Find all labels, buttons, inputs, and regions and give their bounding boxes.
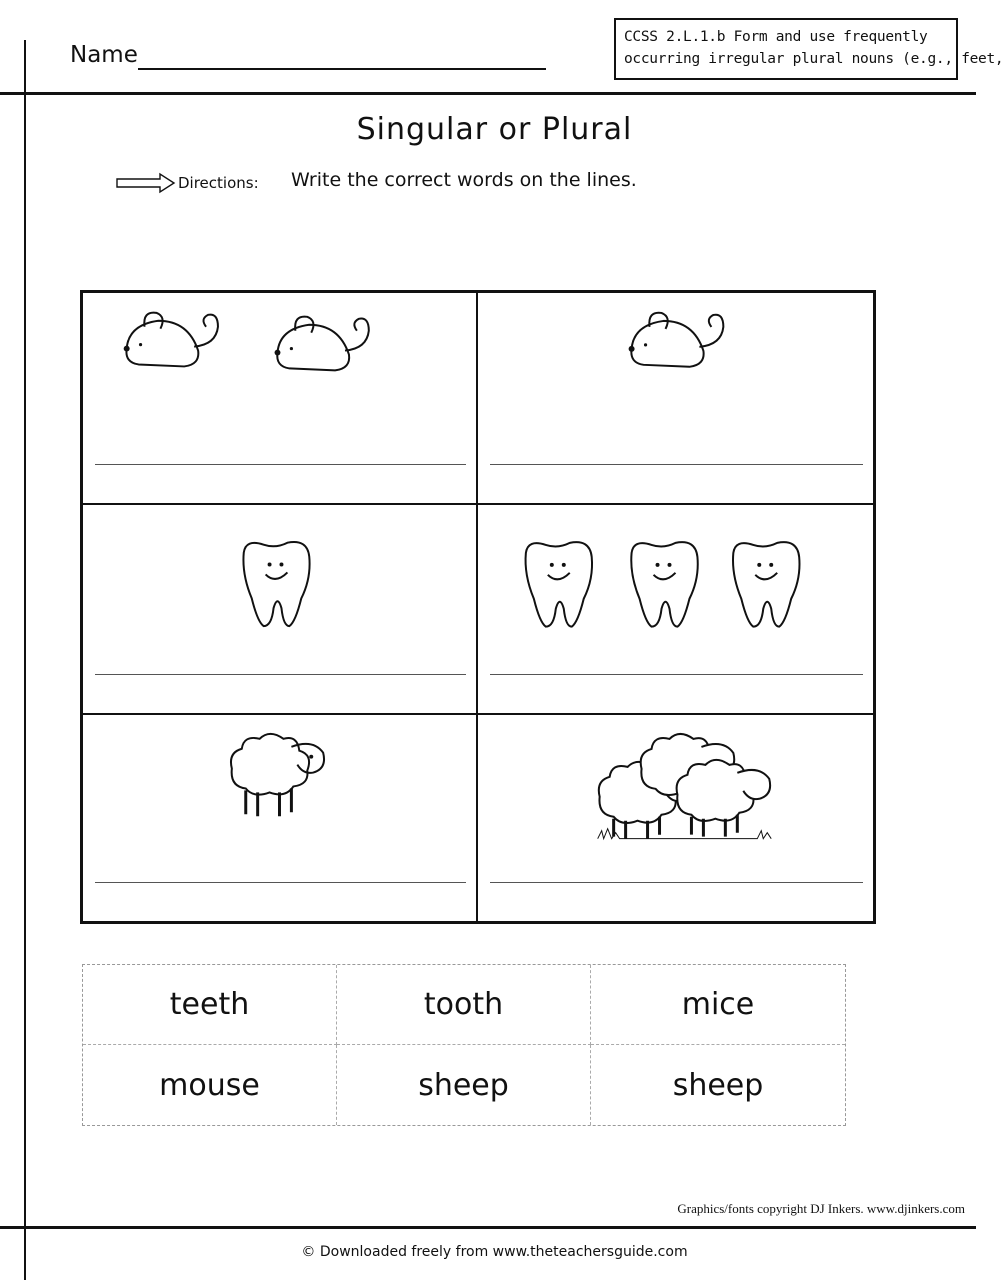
tooth-icon bbox=[733, 542, 799, 627]
standard-line-1: CCSS 2.L.1.b Form and use frequently bbox=[624, 29, 928, 45]
name-write-line bbox=[138, 68, 546, 70]
mouse-icon bbox=[275, 317, 369, 371]
download-credit: © Downloaded freely from www.theteachersguide.com bbox=[301, 1244, 688, 1260]
word-bank-item: sheep bbox=[337, 1045, 591, 1125]
answer-line bbox=[95, 674, 466, 675]
tooth-icon bbox=[631, 542, 697, 627]
name-label: Name bbox=[70, 42, 138, 68]
word-bank-item: mouse bbox=[83, 1045, 337, 1125]
answer-grid bbox=[80, 290, 876, 924]
word-bank-item: sheep bbox=[672, 1067, 764, 1103]
cell-mouse bbox=[478, 293, 873, 505]
cell-mice bbox=[83, 293, 478, 505]
tooth-pictures bbox=[478, 505, 873, 655]
left-margin-line bbox=[24, 40, 26, 1280]
footer-divider bbox=[0, 1226, 976, 1229]
mouse-pictures bbox=[478, 293, 873, 443]
directions-text: Write the correct words on the lines. bbox=[291, 169, 637, 191]
mouse-pictures bbox=[83, 293, 476, 442]
mouse-icon bbox=[629, 313, 724, 367]
answer-line bbox=[490, 464, 863, 465]
header-divider bbox=[0, 92, 976, 95]
page-title: Singular or Plural bbox=[356, 112, 633, 147]
answer-line bbox=[95, 882, 466, 883]
word-bank-item: teeth bbox=[83, 965, 337, 1045]
graphics-credit: Graphics/fonts copyright DJ Inkers. www.djinkers.com bbox=[677, 1201, 965, 1216]
word-bank bbox=[82, 964, 846, 1126]
sheep-pictures bbox=[478, 715, 873, 865]
cell-teeth bbox=[478, 505, 873, 715]
word-bank-item: mice bbox=[591, 965, 845, 1045]
tooth-icon bbox=[243, 542, 309, 626]
sheep-pictures bbox=[83, 715, 476, 864]
word-bank-item: tooth bbox=[337, 965, 591, 1045]
cell-sheep-plural bbox=[478, 715, 873, 921]
standard-line-2: occurring irregular plural nouns (e.g., feet, bbox=[624, 51, 1003, 67]
arrow-right-icon bbox=[116, 172, 176, 194]
answer-line bbox=[490, 674, 863, 675]
cell-sheep-single bbox=[83, 715, 478, 921]
answer-line bbox=[95, 464, 466, 465]
standard-box bbox=[614, 18, 1003, 80]
sheep-icon bbox=[231, 734, 324, 816]
sheep-icon bbox=[677, 760, 771, 837]
tooth-icon bbox=[526, 542, 592, 627]
directions-label: Directions: bbox=[178, 174, 259, 192]
tooth-pictures bbox=[83, 505, 476, 654]
cell-tooth bbox=[83, 505, 478, 715]
answer-line bbox=[490, 882, 863, 883]
mouse-icon bbox=[124, 313, 218, 367]
